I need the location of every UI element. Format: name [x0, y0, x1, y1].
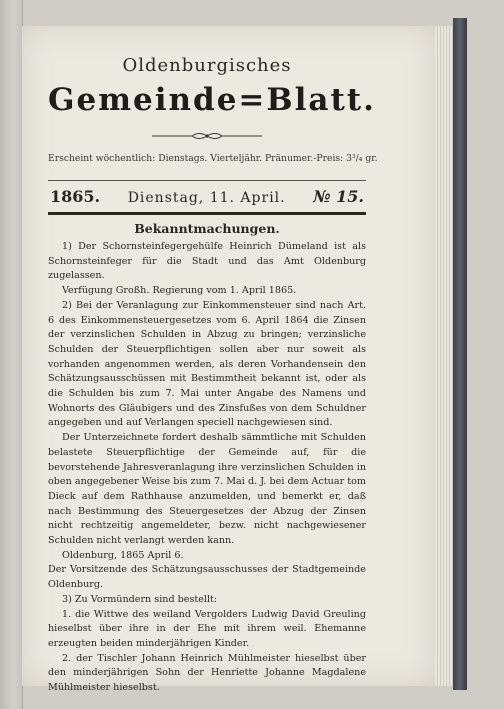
masthead-main-title: Gemeinde=Blatt. — [48, 82, 376, 118]
paragraph: Oldenburg, 1865 April 6. — [62, 549, 184, 561]
paragraph: 2. der Tischler Johann Heinrich Mühlmeister hieselbst über den minderjährigen Sohn der Henriette Johanne Magdalene Mühlmeister hieselbst. — [48, 652, 366, 694]
dateline-rule — [48, 212, 366, 215]
masthead-small-title: Oldenburgisches — [122, 55, 292, 76]
book-cover-edge — [453, 18, 467, 690]
issue-number: № 15. — [313, 187, 364, 206]
paragraph: 2) Bei der Veranlagung zur Einkommensteuer sind nach Art. 6 des Einkommensteuergesetzes vom 6. April 1864 die Zinsen der verzinslichen Schulden in Abzug zu bringen; verzinsliche Schulden der Steuerpflichtigen sollen aber nur soweit als vorhanden angenommen werden, als deren Vorhandensein den Schätzungsausschüssen mit Bestimmtheit bekannt ist, oder als die Schulden bis zum 7. Mai unter Angabe des Namens und Wohnorts des Gläubigers und des Zinsfußes von dem Schuldner angegeben und auf Verlangen speciell nachgewiesen sind. — [48, 299, 366, 429]
section-title: Bekanntmachungen. — [134, 221, 280, 236]
issue-date: Dienstag, 11. April. — [127, 190, 286, 206]
paragraph: Der Unterzeichnete fordert deshalb sämmtliche mit Schulden belastete Steuerpflichtige der Gemeinde auf, für die bevorstehende Jahresveranlagung ihre verzinslichen Schulden in oben angegebener Weise bis zum 7. Mai d. J. bei dem Actuar tom Dieck auf dem Rathhause anzumelden, und bemerkt er, daß nach Bestimmung des Steuergesetzes der Abzug der Zinsen nicht rechtzeitig angemeldeter, bezw. nicht nachgewiesener Schulden nicht verlangt werden kann. — [48, 432, 366, 547]
paragraph: Verfügung Großh. Regierung vom 1. April 1865. — [62, 285, 297, 297]
issue-dateline — [48, 181, 366, 212]
newspaper-page — [22, 26, 435, 694]
paragraph: Der Vorsitzende des Schätzungsausschusses der Stadtgemeinde Oldenburg. — [48, 564, 366, 591]
book-spine-left — [0, 0, 23, 709]
page-edges — [435, 26, 453, 686]
paragraph: 1. die Wittwe des weiland Vergolders Ludwig David Greuling hieselbst über ihre in der Ehe mit ihrem weil. Ehemanne erzeugten beiden minderjährigen Kinder. — [48, 608, 366, 649]
page-content — [48, 55, 378, 696]
paragraph: 3) Zu Vormündern sind bestellt: — [62, 593, 218, 605]
paragraph: 1) Der Schornsteinfegergehülfe Heinrich Dümeland ist als Schornsteinfeger für die Stadt und das Amt Oldenburg zugelassen. — [48, 241, 366, 282]
issue-year: 1865. — [50, 187, 101, 206]
article-body — [48, 240, 366, 696]
ornament-divider-icon — [48, 126, 366, 145]
masthead-subline: Erscheint wöchentlich: Dienstags. Vierteljähr. Pränumer.-Preis: 3³/₄ gr. — [48, 153, 378, 164]
